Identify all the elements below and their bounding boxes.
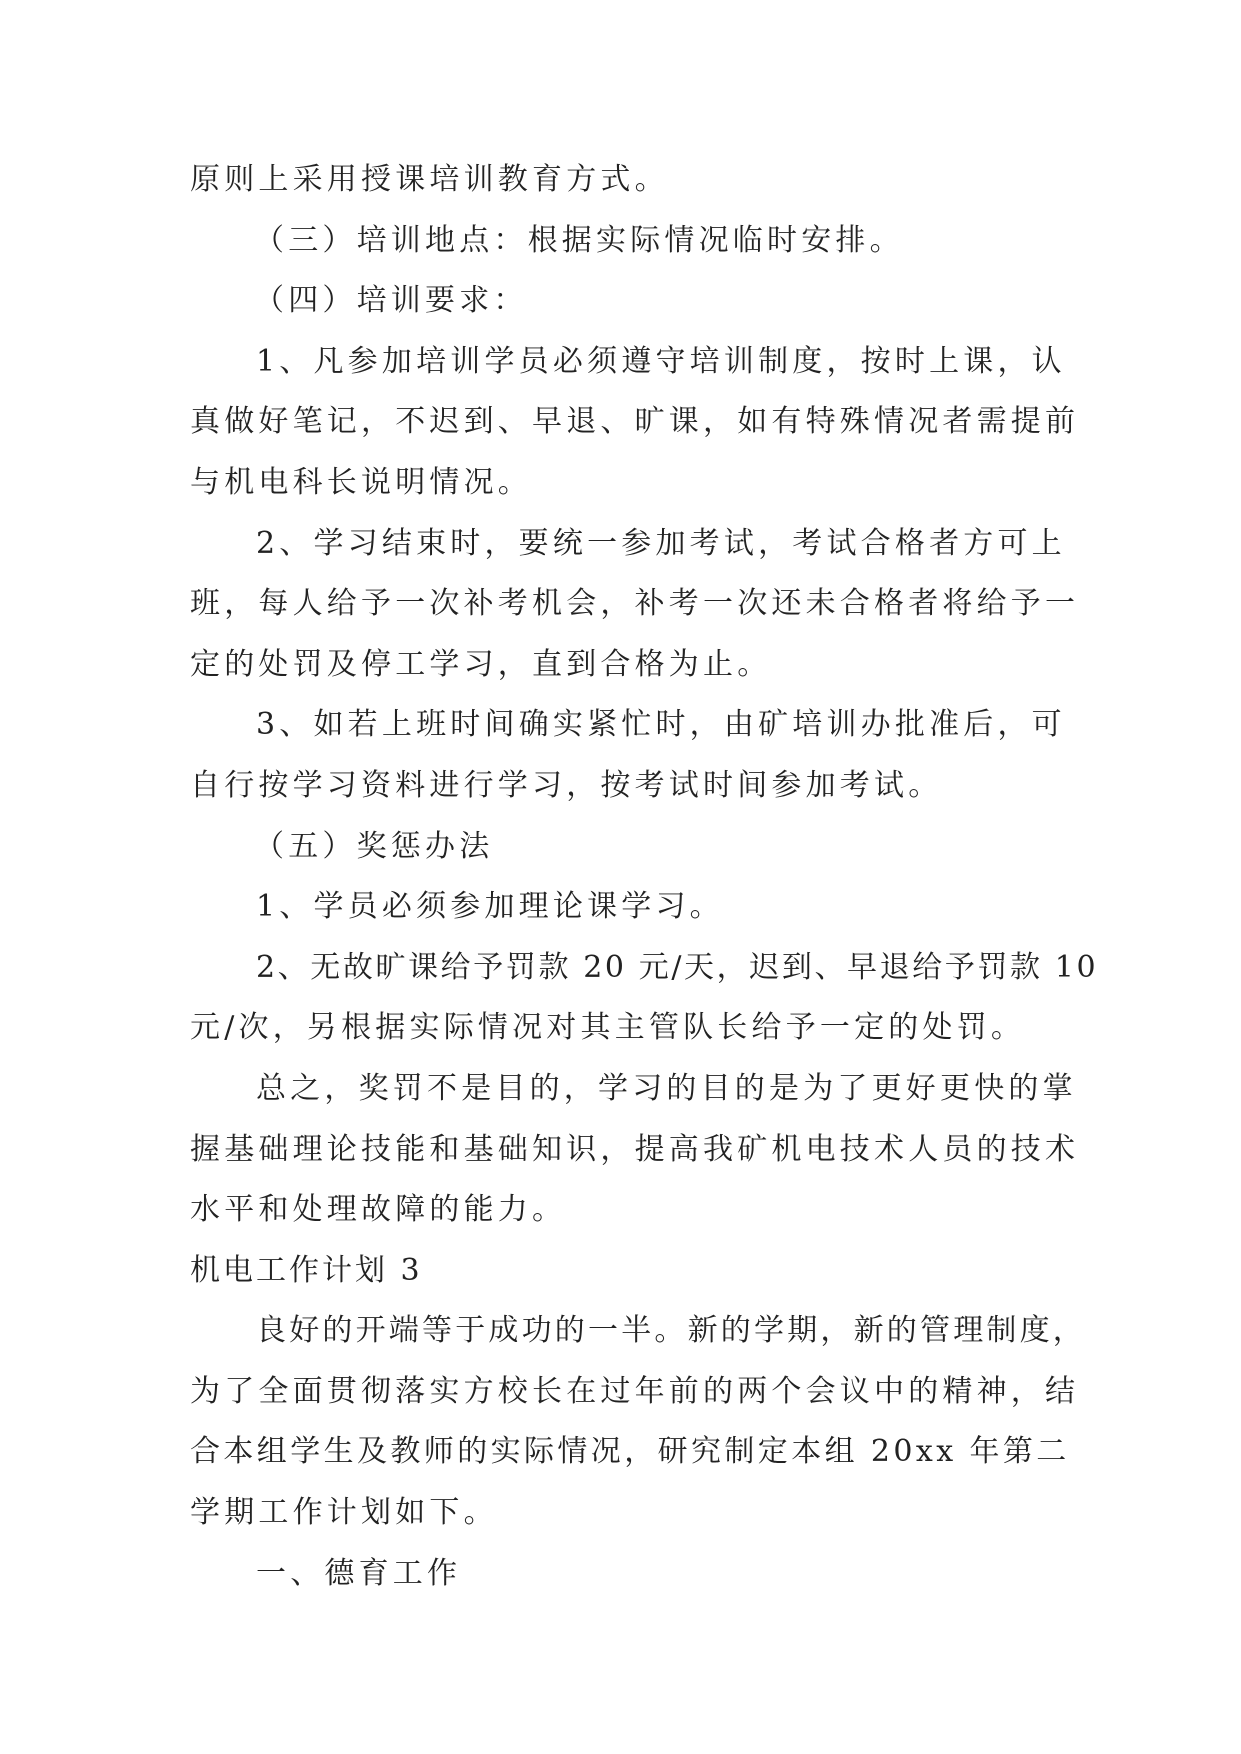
paragraph-line: 2、无故旷课给予罚款 20 元/天，迟到、早退给予罚款 10 — [256, 949, 1099, 985]
paragraph-line: 握基础理论技能和基础知识，提高我矿机电技术人员的技术 — [190, 1131, 1080, 1167]
paragraph-line: 为了全面贯彻落实方校长在过年前的两个会议中的精神，结 — [190, 1373, 1080, 1409]
paragraph-line: 水平和处理故障的能力。 — [190, 1192, 567, 1228]
paragraph-line: 自行按学习资料进行学习，按考试时间参加考试。 — [190, 767, 943, 803]
section-heading-1: 一、德育工作 — [256, 1555, 462, 1591]
paragraph-line: 2、学习结束时，要统一参加考试，考试合格者方可上 — [256, 525, 1066, 561]
section-heading-5: （五）奖惩办法 — [254, 828, 494, 864]
section-heading-3: （三）培训地点：根据实际情况临时安排。 — [254, 222, 904, 258]
paragraph-line: 总之，奖罚不是目的，学习的目的是为了更好更快的掌 — [256, 1070, 1077, 1106]
paragraph-line: 合本组学生及教师的实际情况，研究制定本组 20xx 年第二 — [190, 1434, 1070, 1470]
section-title: 机电工作计划 3 — [190, 1252, 423, 1288]
paragraph-line: 学期工作计划如下。 — [190, 1495, 498, 1531]
paragraph-line: 真做好笔记，不迟到、早退、旷课，如有特殊情况者需提前 — [190, 404, 1080, 440]
document-body — [190, 150, 1099, 1604]
paragraph-line: 元/次，另根据实际情况对其主管队长给予一定的处罚。 — [190, 1010, 1026, 1046]
paragraph-line: 良好的开端等于成功的一半。新的学期，新的管理制度， — [256, 1313, 1086, 1349]
paragraph-line: 班，每人给予一次补考机会，补考一次还未合格者将给予一 — [190, 586, 1080, 622]
paragraph-line: 3、如若上班时间确实紧忙时，由矿培训办批准后，可 — [256, 707, 1066, 743]
paragraph-line: 与机电科长说明情况。 — [190, 464, 532, 500]
section-heading-4: （四）培训要求： — [254, 283, 528, 319]
paragraph-line: 定的处罚及停工学习，直到合格为止。 — [190, 646, 772, 682]
paragraph-line: 1、学员必须参加理论课学习。 — [256, 889, 724, 925]
paragraph-line: 原则上采用授课培训教育方式。 — [190, 162, 669, 197]
paragraph-line: 1、凡参加培训学员必须遵守培训制度，按时上课，认 — [256, 343, 1066, 379]
